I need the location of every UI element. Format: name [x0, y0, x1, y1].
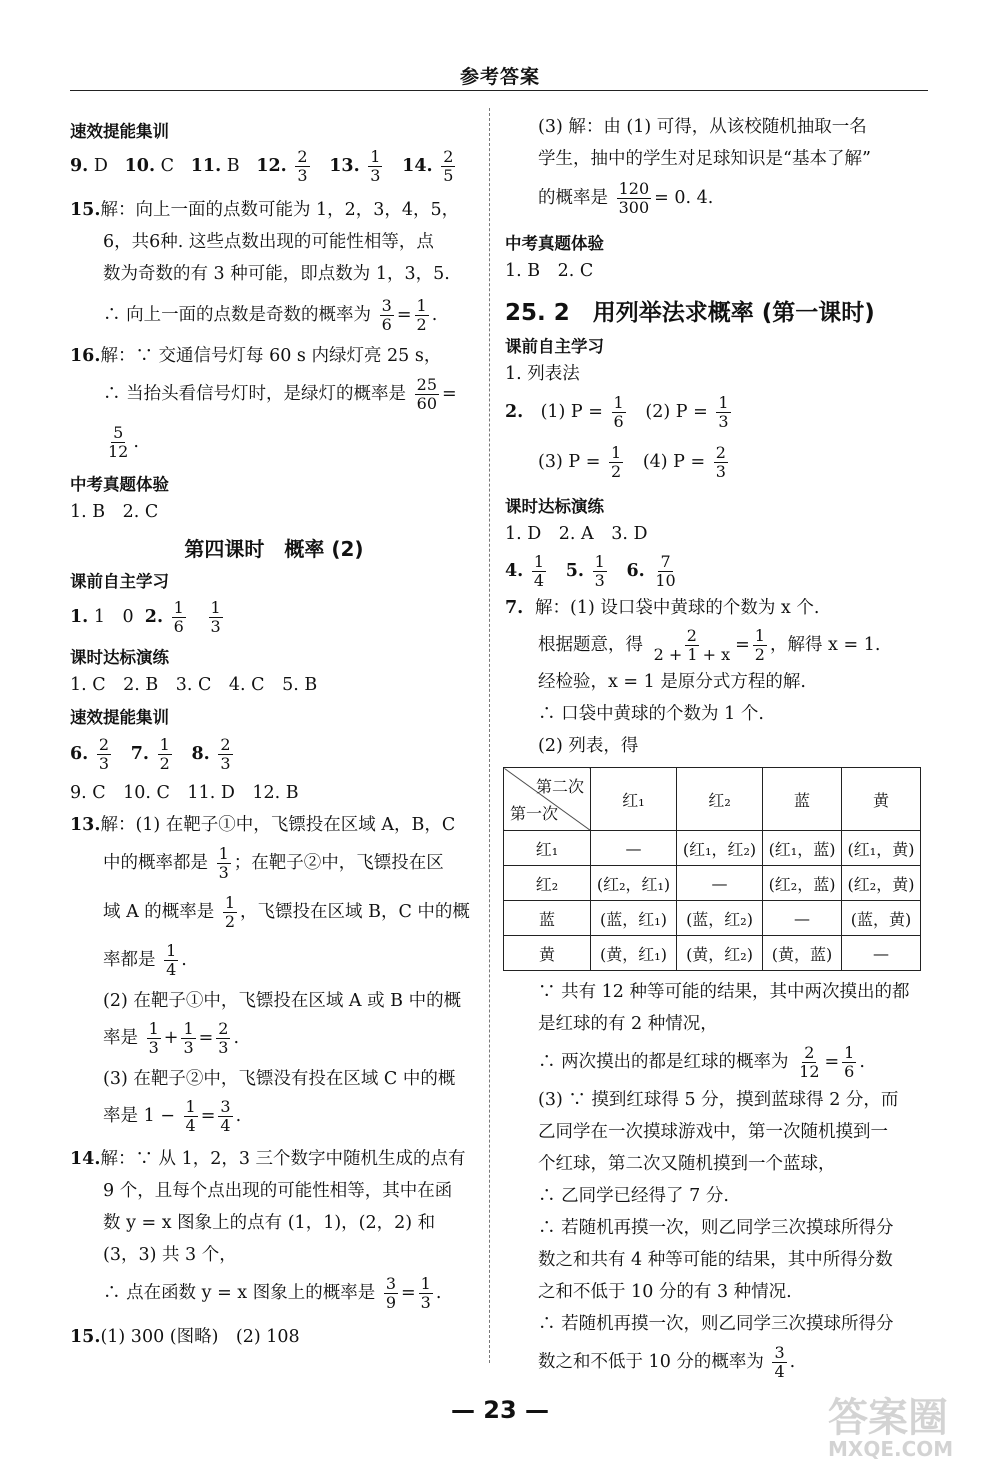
q7-line: 经检验，x = 1 是原分式方程的解. [538, 672, 806, 692]
q15-line: 数为奇数的有 3 种可能，即点数为 1，3，5. [103, 264, 450, 284]
q7-line: 数之和不低于 10 分的概率为 $\frac{3}{4}$ . [538, 1343, 796, 1381]
q14-line: 9 个，且每个点出现的可能性相等，其中在函 [103, 1181, 453, 1201]
table-row-header: 黄 [504, 936, 591, 971]
q7-line: ∴ 口袋中黄球的个数为 1 个. [538, 704, 764, 724]
table-row [504, 901, 921, 936]
page-header: 参考答案 [459, 66, 540, 88]
q7-line: 之和不低于 10 分的有 3 种情况. [538, 1282, 792, 1302]
page-number: — 23 — [450, 1396, 550, 1424]
answer: D [93, 156, 108, 176]
answer-row: 1. D 2. A 3. D [505, 524, 648, 544]
q15b-line: 15.(1) 300 (图略) (2) 108 [70, 1327, 300, 1347]
q-num: 12. [256, 156, 287, 176]
answer-row [70, 148, 478, 185]
q-num: 9. [70, 156, 89, 176]
table-row [504, 866, 921, 901]
header-rule [70, 90, 928, 91]
table-cell: (蓝，红₁) [591, 901, 677, 936]
q13-line: 中的概率都是 $\frac{1}{3}$ ；在靶子②中，飞镖投在区 [103, 844, 444, 882]
answer-row: 1. B 2. C [70, 502, 159, 522]
q-num: 14. [402, 156, 433, 176]
answer: C [160, 156, 175, 176]
q13-line: 率都是 $\frac{1}{4}$ . [103, 941, 187, 979]
table-cell: (蓝，黄) [842, 901, 921, 936]
q13-line: 域 A 的概率是 $\frac{1}{2}$ ，飞镖投在区域 B，C 中的概 [103, 893, 470, 931]
answer-row: 1. B 2. C [505, 261, 594, 281]
table-row-header: 红₁ [504, 831, 591, 866]
q14-line: 14.解：∵ 从 1，2，3 三个数字中随机生成的点有 [70, 1149, 466, 1169]
table-cell: — [677, 866, 763, 901]
section-title: 课前自主学习 [505, 337, 604, 356]
table-col-header: 蓝 [763, 768, 842, 831]
q-num: 13. [329, 156, 360, 176]
watermark-logo [828, 1386, 978, 1461]
table-cell: — [591, 831, 677, 866]
answer-row: (3) P = $\frac{1}{2}$ (4) P = $\frac{2}{3}$ [538, 443, 726, 481]
q13-line: (3) 在靶子②中，飞镖没有投在区域 C 中的概 [103, 1069, 456, 1089]
q7-line: 乙同学在一次摸球游戏中，第一次随机摸到一 [538, 1122, 888, 1142]
table-cell: (黄，红₂) [677, 936, 763, 971]
table-col-header: 红₂ [677, 768, 763, 831]
table-cell: (红₂，蓝) [763, 866, 842, 901]
q7-line: (3) ∵ 摸到红球得 5 分，摸到蓝球得 2 分，而 [538, 1090, 899, 1110]
q15c-line: (3) 解：由 (1) 可得，从该校随机抽取一名 [538, 117, 867, 137]
section-title: 速效提能集训 [70, 122, 169, 141]
answer-row: 2. (1) P = $\frac{1}{6}$ (2) P = $\frac{1}{3}$ [505, 393, 729, 431]
answer: B [226, 156, 240, 176]
q7-line: 数之和共有 4 种等可能的结果，其中所得分数 [538, 1250, 893, 1270]
table-col-header: 黄 [842, 768, 921, 831]
column-divider [489, 108, 490, 1363]
section-title: 中考真题体验 [505, 234, 604, 253]
table-cell: (红₁，红₂) [677, 831, 763, 866]
watermark-site: MXQE.COM [828, 1437, 954, 1461]
q7-line: ∴ 若随机再摸一次，则乙同学三次摸球所得分 [538, 1218, 894, 1238]
answer-row: 6. $\frac{2}{3}$ 7. $\frac{1}{2}$ 8. $\frac{2}{3}$ [70, 735, 231, 773]
left-column [70, 112, 478, 1350]
table-cell: (红₂，红₁) [591, 866, 677, 901]
table-row-header: 蓝 [504, 901, 591, 936]
section-heading: 25. 2 用列举法求概率 (第一课时) [505, 300, 875, 326]
table-header-row [504, 768, 921, 831]
table-cell: (蓝，红₂) [677, 901, 763, 936]
q7-line: 根据题意，得 $\frac{2}{2 + 1 + x}$ = $\frac{1}{2}$ ，解得 x = 1. [538, 626, 881, 664]
answer-row: 1. 1 0 2. $\frac{1}{6}$ $\frac{1}{3}$ [70, 598, 221, 636]
fraction: $\frac{2}{3}$ [297, 147, 308, 185]
right-column [505, 112, 925, 1387]
q7-line: 7. 解：(1) 设口袋中黄球的个数为 x 个. [505, 598, 820, 618]
q14-line: ∴ 点在函数 y = x 图象上的概率是 $\frac{3}{9}$ = $\frac{1}{3}$ . [103, 1274, 442, 1312]
table-cell: (黄，红₁) [591, 936, 677, 971]
q7-line: ∴ 两次摸出的都是红球的概率为 $\frac{2}{12}$ = $\frac{1}{6}$ . [538, 1043, 865, 1081]
fraction: $\frac{2}{5}$ [443, 147, 454, 185]
table-row [504, 831, 921, 866]
q15-conclusion: ∴ 向上一面的点数是奇数的概率为 $\frac{3}{6}$ = $\frac{1}{2}$ . [103, 296, 438, 334]
table-cell: — [842, 936, 921, 971]
answer-row: 4. $\frac{1}{4}$ 5. $\frac{1}{3}$ 6. $\frac{7}{10}$ [505, 552, 676, 590]
q15c-line: 的概率是 $\frac{120}{300}$ = 0. 4. [538, 179, 714, 217]
q7-line: ∴ 乙同学已经得了 7 分. [538, 1186, 729, 1206]
q7-line: 个红球，第二次又随机摸到一个蓝球， [538, 1154, 836, 1174]
q14-line: (3，3) 共 3 个， [103, 1245, 237, 1265]
q16-line: $\frac{5}{12}$ . [108, 423, 139, 461]
table-row-header: 红₂ [504, 866, 591, 901]
table-col-header: 红₁ [591, 768, 677, 831]
q7-line: (2) 列表，得 [538, 736, 639, 756]
table-corner: 第二次 第一次 [504, 768, 591, 831]
q7-line: 是红球的有 2 种情况， [538, 1014, 718, 1034]
section-title: 课时达标演练 [505, 497, 604, 516]
section-title: 速效提能集训 [70, 708, 169, 727]
section-title: 课时达标演练 [70, 648, 169, 667]
q16-line: 16.解：∵ 交通信号灯每 60 s 内绿灯亮 25 s， [70, 346, 442, 366]
section-title: 课前自主学习 [70, 572, 169, 591]
q13-line: 率是 $\frac{1}{3}$ + $\frac{1}{3}$ = $\frac{2}{3}$ . [103, 1019, 240, 1057]
answer-row: 9. C 10. C 11. D 12. B [70, 783, 299, 803]
table-cell: — [763, 901, 842, 936]
q16-line: ∴ 当抬头看信号灯时，是绿灯的概率是 $\frac{25}{60}$ = [103, 375, 457, 413]
q14-line: 数 y = x 图象上的点有 (1，1)，(2，2) 和 [103, 1213, 436, 1233]
table-cell: (红₁，黄) [842, 831, 921, 866]
q15-line: 6，共6种. 这些点数出现的可能性相等，点 [103, 232, 434, 252]
q7-line: ∵ 共有 12 种等可能的结果，其中两次摸出的都 [538, 982, 910, 1002]
answer-row: 1. C 2. B 3. C 4. C 5. B [70, 675, 318, 695]
q7-line: ∴ 若随机再摸一次，则乙同学三次摸球所得分 [538, 1314, 894, 1334]
table-row [504, 936, 921, 971]
outcome-table [503, 767, 921, 971]
answer-row: 1. 列表法 [505, 364, 580, 384]
q13-line: 13.解：(1) 在靶子①中，飞镖投在区域 A，B，C [70, 815, 456, 835]
q-num: 11. [190, 156, 222, 176]
q-num: 10. [124, 156, 156, 176]
table-cell: (黄，蓝) [763, 936, 842, 971]
table-cell: (红₁，蓝) [763, 831, 842, 866]
watermark-glyphs: 答案圈 [828, 1395, 948, 1441]
q15-line: 15.解：向上一面的点数可能为 1，2，3，4，5， [70, 200, 460, 220]
section-title: 中考真题体验 [70, 475, 169, 494]
table-cell: (红₂，黄) [842, 866, 921, 901]
lesson-title: 第四课时 概率 (2) [184, 537, 364, 561]
q15c-line: 学生，抽中的学生对足球知识是“基本了解” [538, 149, 871, 169]
fraction: $\frac{1}{3}$ [370, 147, 381, 185]
q13-line: 率是 1 − $\frac{1}{4}$ = $\frac{3}{4}$ . [103, 1097, 242, 1135]
q13-line: (2) 在靶子①中，飞镖投在区域 A 或 B 中的概 [103, 991, 462, 1011]
